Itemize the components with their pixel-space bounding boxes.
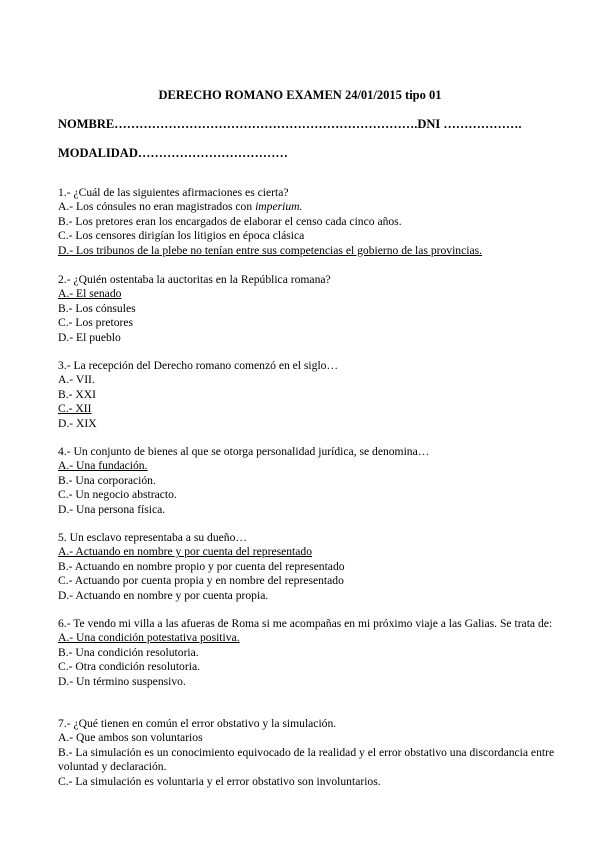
option-a-correct: A.- Actuando en nombre y por cuenta del representado	[58, 545, 313, 559]
option-b: B.- Los cónsules	[58, 301, 136, 315]
question-text: 3.- La recepción del Derecho romano comenzó en el siglo…	[58, 359, 339, 372]
option-d: D.- XIX	[58, 416, 97, 430]
option-b: B.- Una condición resolutoria.	[58, 645, 199, 659]
question-3	[58, 359, 558, 431]
option-a: A.- Que ambos son voluntarios	[58, 731, 203, 745]
option-a-correct: A.- Una condición potestativa positiva.	[58, 631, 240, 645]
option-c: C.- La simulación es voluntaria y el error obstativo son involuntarios.	[58, 774, 381, 788]
nombre-dni-field: NOMBRE……………………………………………………………….DNI ……………….	[58, 117, 522, 131]
question-2	[58, 273, 558, 345]
question-text: 4.- Un conjunto de bienes al que se otorga personalidad jurídica, se denomina…	[58, 445, 430, 458]
option-b: B.- Los pretores eran los encargados de elaborar el censo cada cinco años.	[58, 214, 402, 228]
question-5	[58, 531, 558, 603]
question-text: 2.- ¿Quién ostentaba la auctoritas en la República romana?	[58, 273, 331, 286]
question-1	[58, 186, 558, 258]
question-text: 5. Un esclavo representaba a su dueño…	[58, 531, 247, 544]
option-b: B.- La simulación es un conocimiento equivocado de la realidad y el error obstativo una discordancia entre voluntad y declaración.	[58, 745, 555, 774]
option-a-correct: A.- Una fundación.	[58, 459, 148, 473]
option-b: B.- Actuando en nombre propio y por cuenta del representado	[58, 559, 345, 573]
question-4	[58, 445, 558, 517]
option-c-correct: C.- XII	[58, 402, 92, 416]
option-a: A.- Los cónsules no eran magistrados con imperium.	[58, 200, 303, 214]
option-b: B.- XXI	[58, 387, 96, 401]
option-d: D.- Actuando en nombre y por cuenta propia.	[58, 588, 269, 602]
question-6	[58, 617, 558, 689]
question-text: 1.- ¿Cuál de las siguientes afirmaciones es cierta?	[58, 186, 289, 199]
option-c: C.- Un negocio abstracto.	[58, 488, 177, 502]
option-d: D.- Una persona física.	[58, 502, 166, 516]
option-b: B.- Una corporación.	[58, 473, 156, 487]
option-a: A.- VII.	[58, 373, 95, 387]
question-text: 6.- Te vendo mi villa a las afueras de Roma si me acompañas en mi próximo viaje a las Galias. Se trata de:	[58, 617, 553, 630]
question-7	[58, 717, 558, 789]
option-d: D.- El pueblo	[58, 330, 121, 344]
option-c: C.- Los censores dirigían los litigios en época clásica	[58, 229, 305, 243]
question-text: 7.- ¿Qué tienen en común el error obstativo y la simulación.	[58, 717, 337, 730]
option-d-correct: D.- Los tribunos de la plebe no tenían entre sus competencias el gobierno de las provincias.	[58, 243, 483, 257]
option-c: C.- Actuando por cuenta propia y en nombre del representado	[58, 574, 344, 588]
option-d: D.- Un término suspensivo.	[58, 674, 186, 688]
option-c: C.- Los pretores	[58, 316, 134, 330]
modalidad-field: MODALIDAD………………………………	[58, 146, 288, 160]
exam-title: DERECHO ROMANO EXAMEN 24/01/2015 tipo 01	[158, 88, 442, 102]
option-a-correct: A.- El senado	[58, 287, 122, 301]
option-c: C.- Otra condición resolutoria.	[58, 660, 200, 674]
